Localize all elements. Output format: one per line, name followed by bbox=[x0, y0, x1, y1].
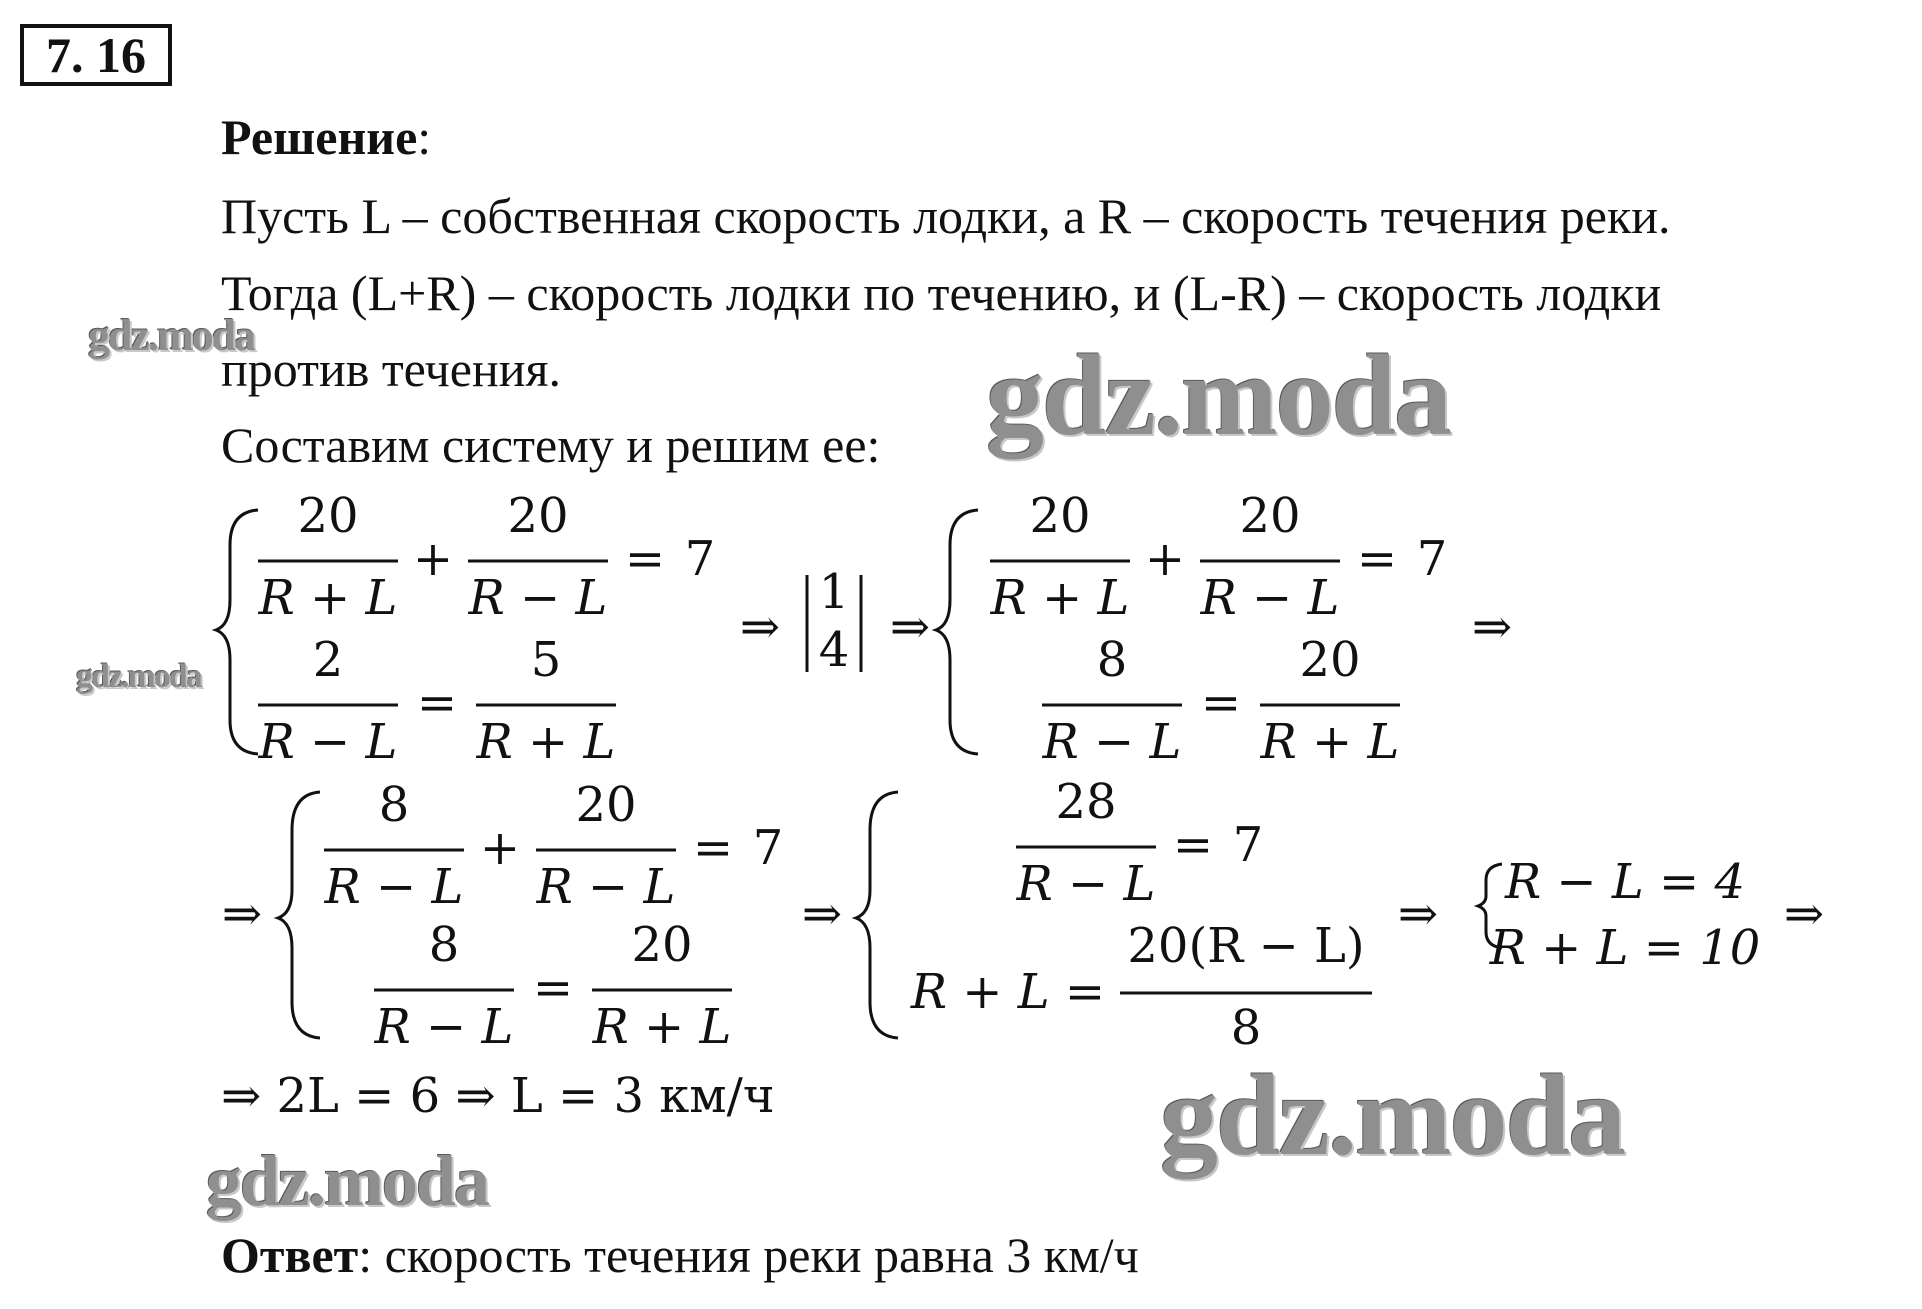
implies-arrow: ⇒ bbox=[739, 599, 781, 655]
denominator: R − L bbox=[374, 999, 514, 1055]
equals-sign: = bbox=[692, 820, 734, 876]
denominator: R − L bbox=[324, 859, 464, 915]
denominator: R + L bbox=[990, 570, 1130, 626]
plus-sign: + bbox=[479, 820, 521, 876]
numerator: 2 bbox=[312, 632, 344, 688]
text-line-1: Пусть L – собственная скорость лодки, а R – скорость течения реки. bbox=[221, 188, 1671, 244]
answer-label: Ответ bbox=[221, 1227, 359, 1283]
plus-sign: + bbox=[1144, 531, 1186, 587]
brace-3 bbox=[278, 792, 320, 1038]
rhs-value: 7 bbox=[684, 531, 716, 587]
numerator: 20 bbox=[1029, 488, 1091, 544]
implies-arrow: ⇒ bbox=[1783, 886, 1825, 942]
denominator: R + L bbox=[1260, 714, 1400, 770]
numerator: 20 bbox=[297, 488, 359, 544]
text-line-2: Тогда (L+R) – скорость лодки по течению, и (L-R) – скорость лодки bbox=[221, 265, 1662, 321]
numerator: 8 bbox=[378, 777, 410, 833]
denominator: R − L bbox=[1042, 714, 1182, 770]
equals-sign: = bbox=[1356, 531, 1398, 587]
equals-sign: = bbox=[416, 675, 458, 731]
numerator: 8 bbox=[428, 917, 460, 973]
rhs-value: 7 bbox=[1232, 817, 1264, 873]
equals-sign: = bbox=[532, 960, 574, 1016]
plus-sign: + bbox=[412, 531, 454, 587]
implies-arrow: ⇒ bbox=[1471, 599, 1513, 655]
denominator: R + L bbox=[476, 714, 616, 770]
final-result: ⇒ 2L = 6 ⇒ L = 3 км/ч bbox=[221, 1068, 775, 1124]
solution-label: Решение bbox=[221, 109, 418, 165]
rhs-value: 7 bbox=[1416, 531, 1448, 587]
equals-sign: = bbox=[624, 531, 666, 587]
denominator: R − L bbox=[468, 570, 608, 626]
rhs-value: 7 bbox=[752, 820, 784, 876]
brace-4 bbox=[856, 792, 898, 1038]
numerator: 28 bbox=[1055, 774, 1117, 830]
brace-2 bbox=[936, 510, 978, 754]
watermark: gdz.moda bbox=[76, 658, 201, 695]
denominator: R − L bbox=[1200, 570, 1340, 626]
denominator: R − L bbox=[1016, 856, 1156, 912]
answer-text: : скорость течения реки равна 3 км/ч bbox=[358, 1227, 1139, 1283]
numerator: 8 bbox=[1096, 632, 1128, 688]
abs-numerator: 1 bbox=[818, 564, 850, 620]
implies-arrow: ⇒ bbox=[221, 886, 263, 942]
implies-arrow: ⇒ bbox=[889, 599, 931, 655]
numerator: 5 bbox=[530, 632, 562, 688]
watermark: gdz.moda bbox=[88, 311, 255, 360]
numerator: 20 bbox=[507, 488, 569, 544]
numerator: 20 bbox=[631, 917, 693, 973]
denominator: R + L bbox=[258, 570, 398, 626]
abs-denominator: 4 bbox=[818, 622, 850, 678]
denominator: 8 bbox=[1230, 1000, 1262, 1056]
implies-arrow: ⇒ bbox=[801, 886, 843, 942]
denominator: R − L bbox=[258, 714, 398, 770]
problem-number: 7. 16 bbox=[46, 27, 146, 83]
implies-arrow: ⇒ bbox=[1397, 886, 1439, 942]
system-equation-b: R + L = 10 bbox=[1489, 920, 1761, 976]
watermark: gdz.moda bbox=[1160, 1052, 1625, 1180]
equals-sign: = bbox=[1172, 817, 1214, 873]
numerator: 20 bbox=[1299, 632, 1361, 688]
numerator: 20 bbox=[1239, 488, 1301, 544]
brace-1 bbox=[216, 510, 258, 754]
solution-colon: : bbox=[417, 109, 432, 165]
equals-sign: = bbox=[1200, 675, 1242, 731]
lhs-expression: R + L = bbox=[910, 964, 1106, 1020]
denominator: R − L bbox=[536, 859, 676, 915]
text-line-4: Составим систему и решим ее: bbox=[221, 417, 881, 473]
system-equation-a: R − L = 4 bbox=[1504, 854, 1746, 910]
denominator: R + L bbox=[592, 999, 732, 1055]
answer-line bbox=[221, 1227, 1139, 1283]
watermark: gdz.moda bbox=[206, 1141, 489, 1221]
numerator: 20(R − L) bbox=[1127, 918, 1365, 974]
watermark: gdz.moda bbox=[986, 332, 1451, 460]
text-line-3: против течения. bbox=[221, 341, 561, 397]
numerator: 20 bbox=[575, 777, 637, 833]
